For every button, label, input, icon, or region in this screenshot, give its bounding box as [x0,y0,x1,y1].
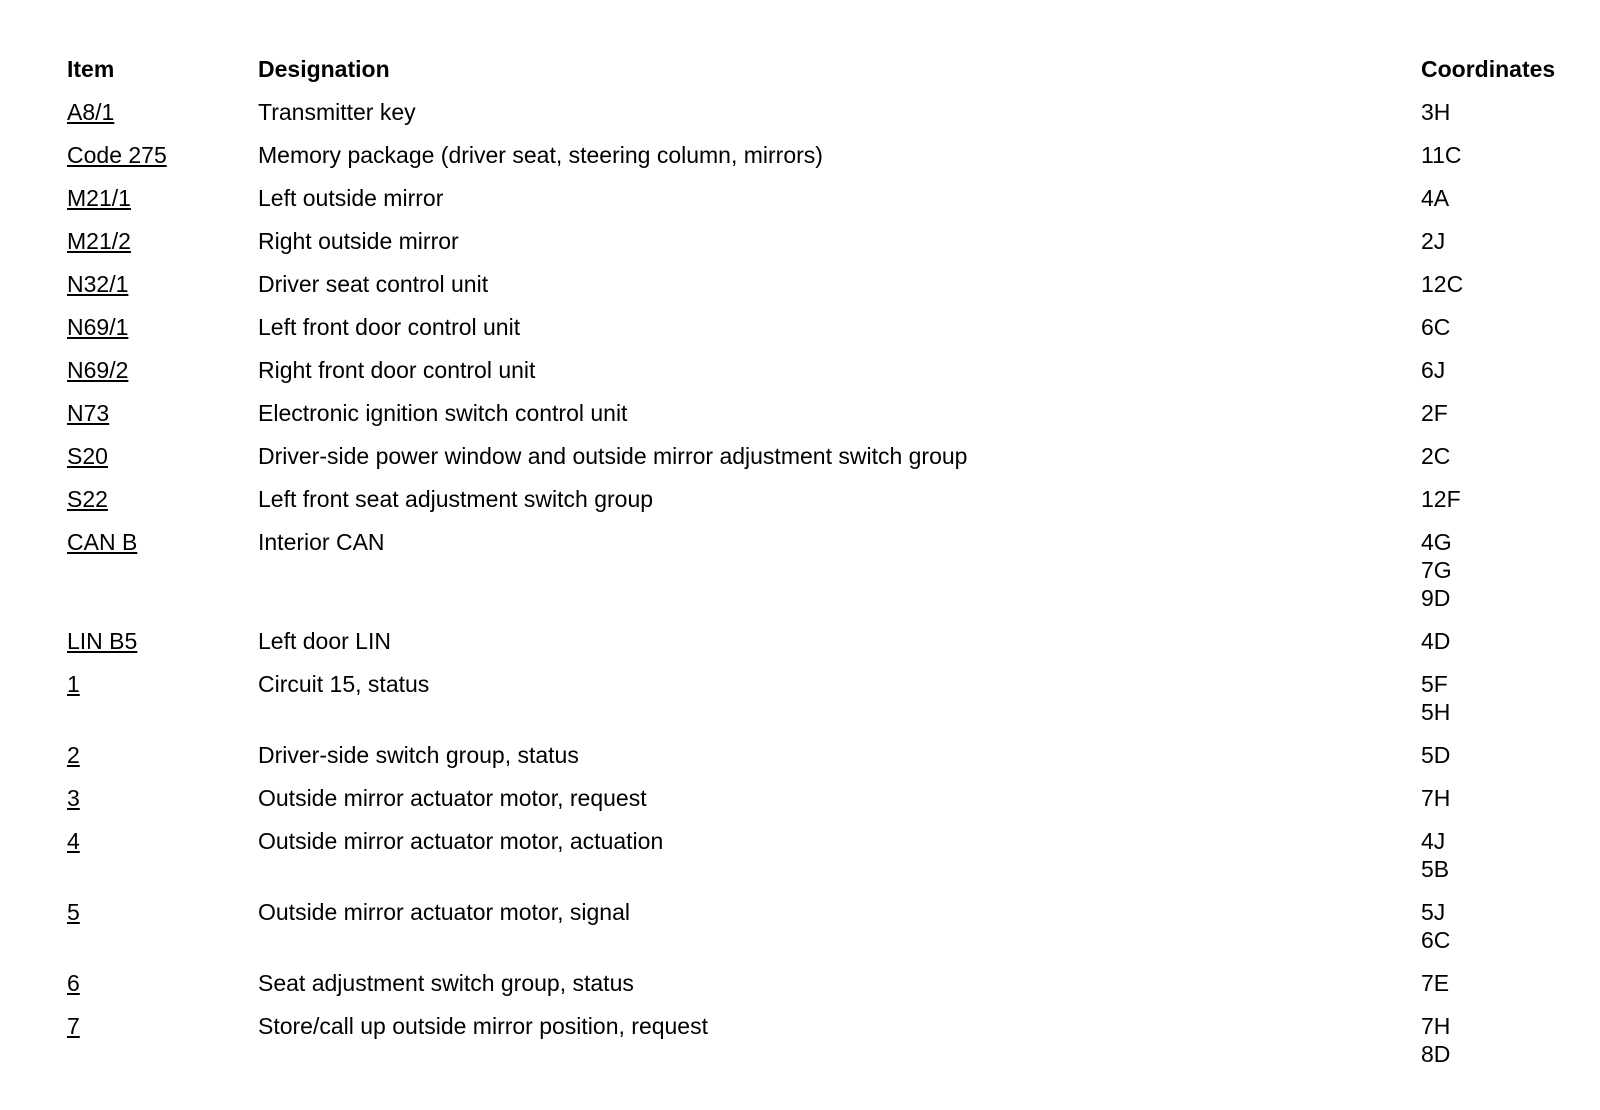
row-coordinates [1421,670,1450,726]
row-designation: Store/call up outside mirror position, request [258,1013,708,1039]
row-designation: Outside mirror actuator motor, actuation [258,828,664,854]
coordinate-value: 12C [1421,271,1464,297]
coordinate-value: 5J [1421,899,1446,925]
coordinate-value: 5B [1421,856,1450,882]
row-designation: Outside mirror actuator motor, request [258,785,647,811]
coordinate-value: 4J [1421,828,1446,854]
row-designation: Circuit 15, status [258,671,430,697]
row-coordinates [1421,528,1452,612]
row-coordinates [1421,227,1445,255]
row-coordinates [1421,141,1462,169]
row-designation: Outside mirror actuator motor, signal [258,899,630,925]
row-designation: Electronic ignition switch control unit [258,400,628,426]
row-coordinates [1421,741,1450,769]
header-designation: Designation [258,56,390,82]
row-coordinates [1421,485,1461,513]
row-designation: Driver-side switch group, status [258,742,579,768]
row-item-link[interactable]: A8/1 [67,99,115,125]
row-item-link[interactable]: 3 [67,785,80,811]
row-designation: Left front seat adjustment switch group [258,486,654,512]
row-item-link[interactable]: M21/1 [67,185,131,211]
row-item-link[interactable]: 1 [67,671,80,697]
row-coordinates [1421,399,1448,427]
coordinate-value: 9D [1421,585,1451,611]
row-coordinates [1421,784,1450,812]
row-item-link[interactable]: N69/2 [67,357,129,383]
coordinate-value: 6C [1421,314,1451,340]
coordinate-value: 12F [1421,486,1461,512]
row-coordinates [1421,898,1450,954]
row-designation: Left front door control unit [258,314,521,340]
row-coordinates [1421,98,1450,126]
row-designation: Right front door control unit [258,357,536,383]
row-designation: Left outside mirror [258,185,444,211]
row-designation: Transmitter key [258,99,416,125]
row-item-link[interactable]: N73 [67,400,110,426]
coordinate-value: 6C [1421,927,1451,953]
row-coordinates [1421,356,1445,384]
row-item-link[interactable]: CAN B [67,529,138,555]
row-item-link[interactable]: Code 275 [67,142,167,168]
coordinate-value: 11C [1421,142,1462,168]
row-designation: Driver-side power window and outside mirror adjustment switch group [258,443,968,469]
row-designation: Interior CAN [258,529,385,555]
row-designation: Right outside mirror [258,228,459,254]
row-coordinates [1421,270,1463,298]
coordinate-value: 7E [1421,970,1450,996]
row-coordinates [1421,1012,1450,1068]
coordinate-value: 4A [1421,185,1450,211]
coordinate-value: 8D [1421,1041,1451,1067]
row-designation: Left door LIN [258,628,391,654]
coordinate-value: 7G [1421,557,1452,583]
row-designation: Memory package (driver seat, steering column, mirrors) [258,142,823,168]
coordinate-value: 5D [1421,742,1451,768]
row-coordinates [1421,627,1450,655]
row-item-link[interactable]: 5 [67,899,80,925]
row-item-link[interactable]: LIN B5 [67,628,138,654]
row-coordinates [1421,184,1449,212]
row-item-link[interactable]: N32/1 [67,271,129,297]
row-designation: Driver seat control unit [258,271,489,297]
row-coordinates [1421,969,1449,997]
row-item-link[interactable]: 2 [67,742,80,768]
row-item-link[interactable]: 6 [67,970,80,996]
row-item-link[interactable]: S20 [67,443,108,469]
coordinate-value: 4G [1421,529,1452,555]
coordinate-value: 5F [1421,671,1448,697]
row-item-link[interactable]: 4 [67,828,80,854]
header-coordinates: Coordinates [1421,56,1556,82]
coordinate-value: 6J [1421,357,1446,383]
coordinate-value: 2F [1421,400,1448,426]
header-item: Item [67,56,115,82]
row-item-link[interactable]: M21/2 [67,228,131,254]
coordinate-value: 2J [1421,228,1446,254]
row-coordinates [1421,827,1449,883]
coordinate-value: 4D [1421,628,1451,654]
row-designation: Seat adjustment switch group, status [258,970,634,996]
coordinate-value: 7H [1421,785,1451,811]
row-coordinates [1421,313,1450,341]
coordinate-value: 7H [1421,1013,1451,1039]
coordinate-value: 5H [1421,699,1451,725]
row-item-link[interactable]: S22 [67,486,108,512]
coordinate-value: 3H [1421,99,1451,125]
row-item-link[interactable]: N69/1 [67,314,129,340]
row-coordinates [1421,442,1450,470]
coordinate-value: 2C [1421,443,1451,469]
row-item-link[interactable]: 7 [67,1013,80,1039]
